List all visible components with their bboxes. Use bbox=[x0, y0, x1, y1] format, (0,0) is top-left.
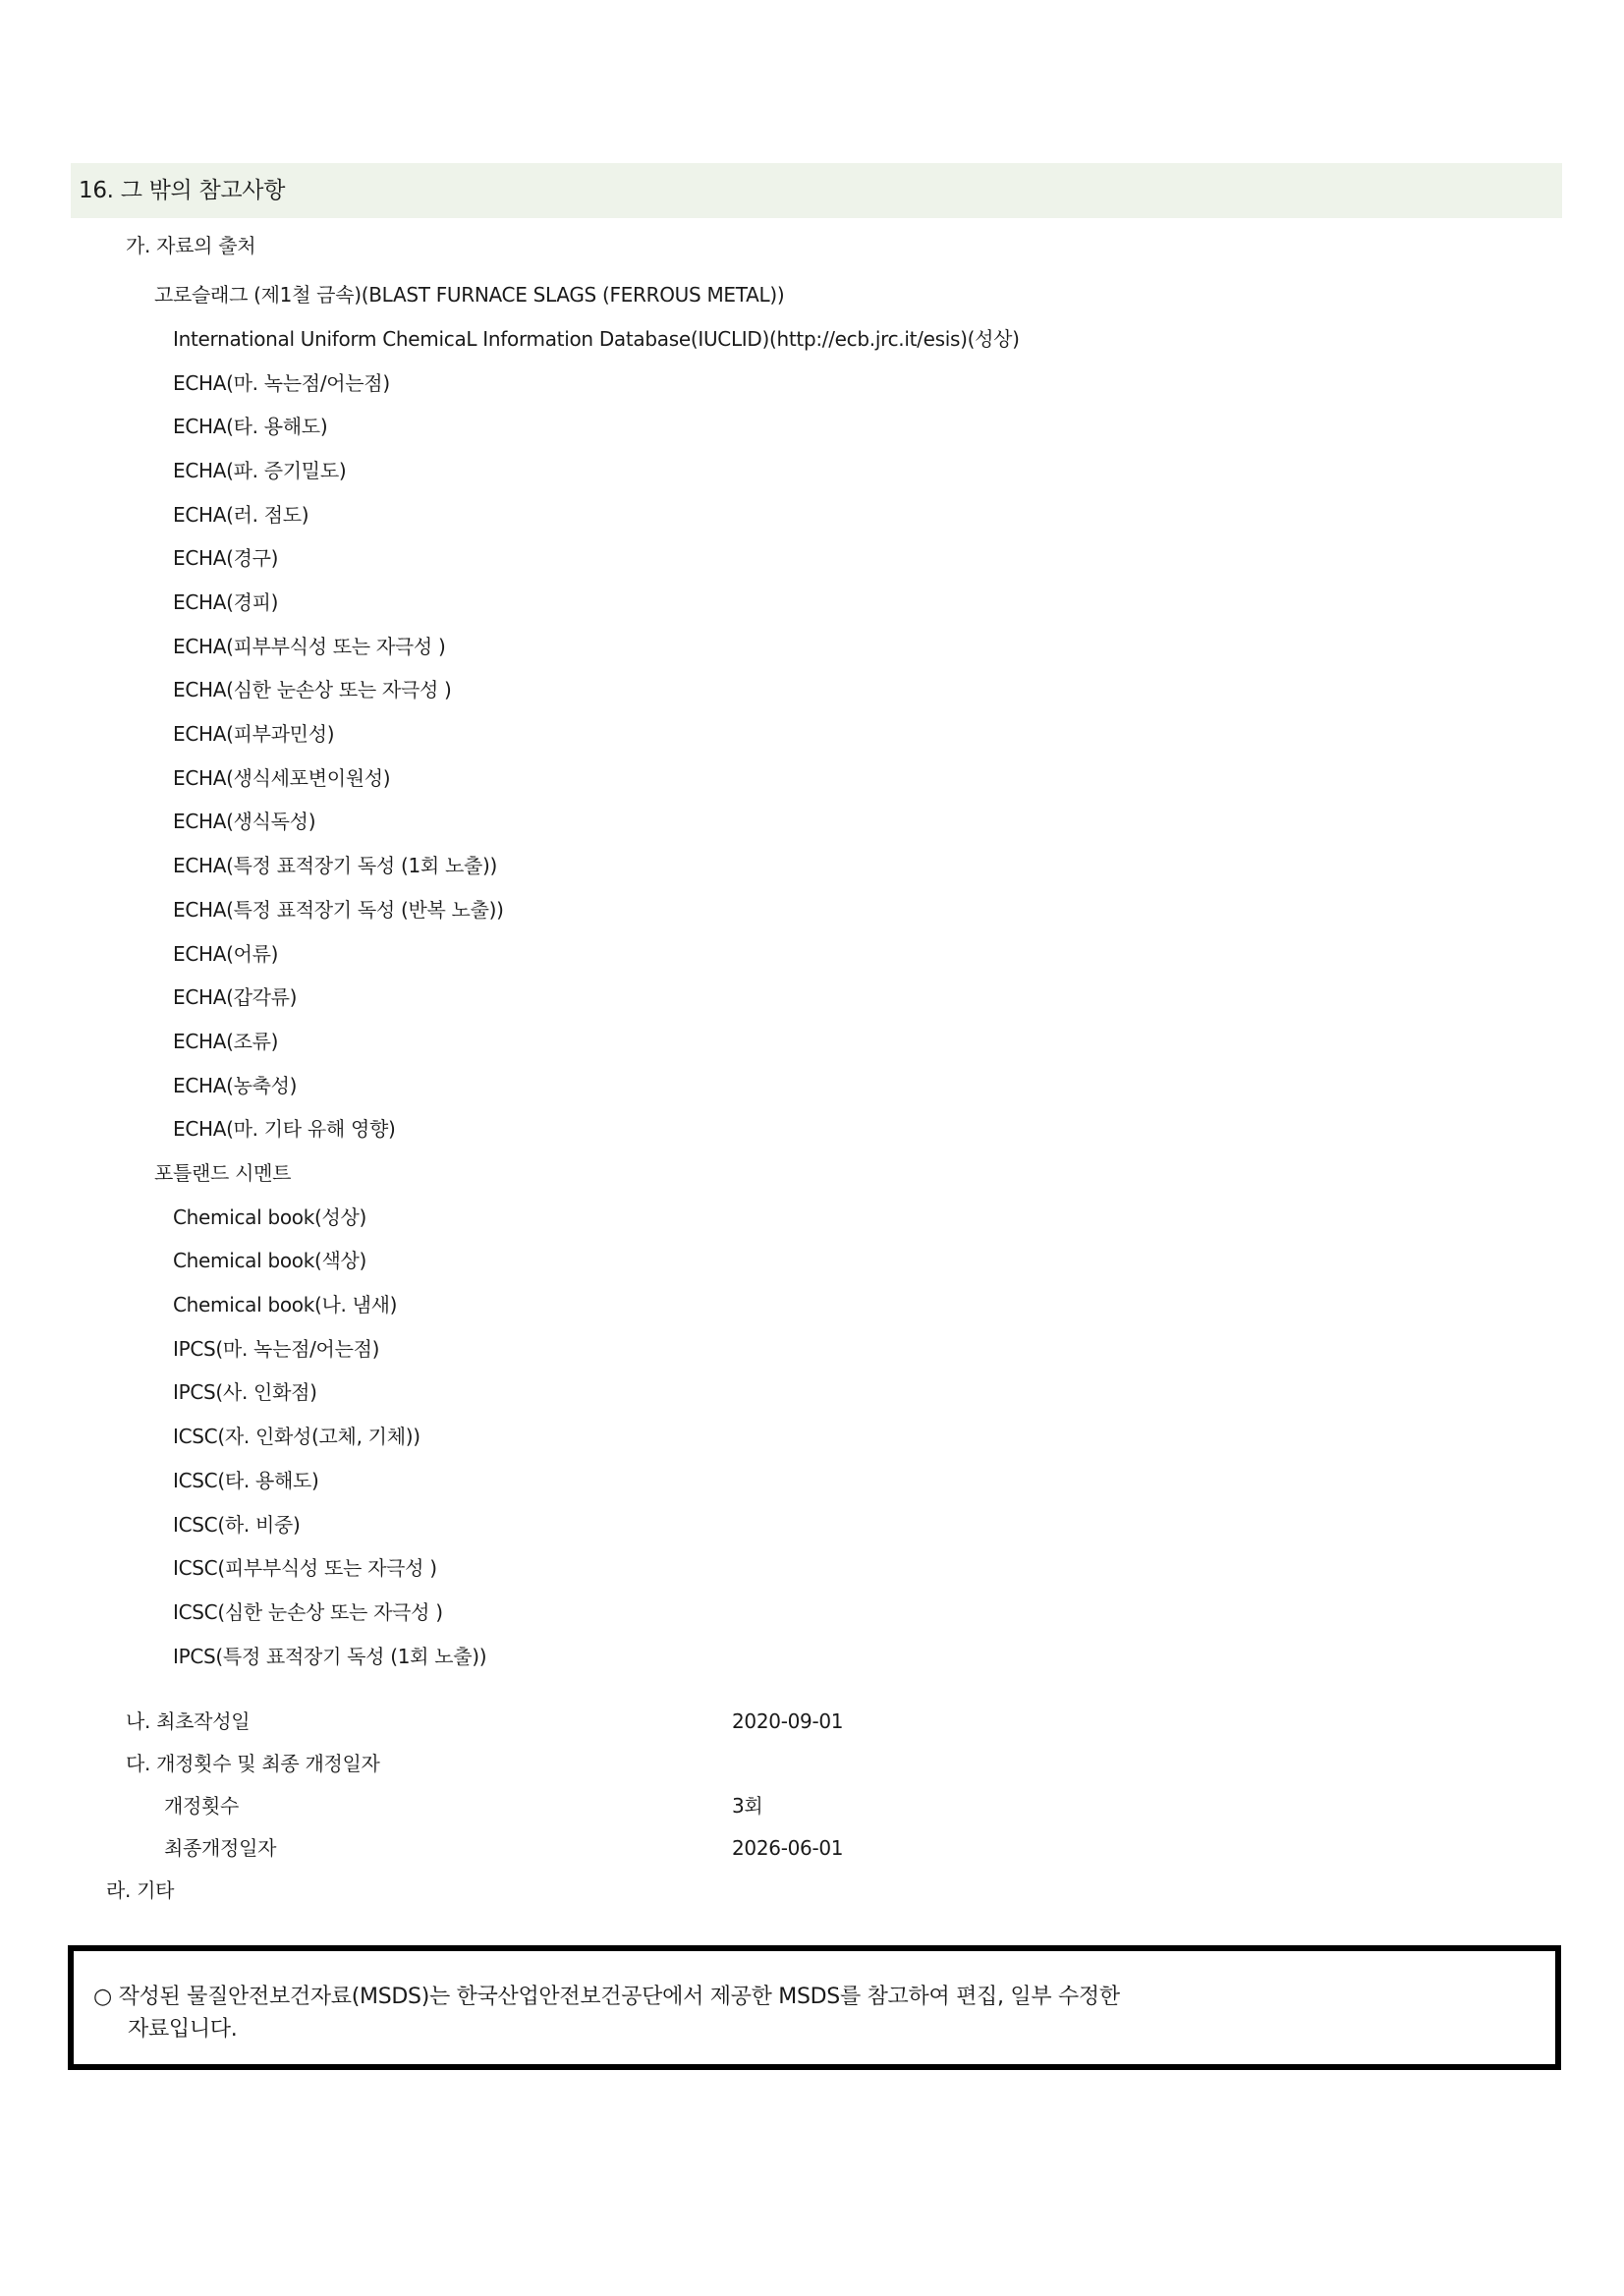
source-item: ICSC(하. 비중) bbox=[173, 1513, 301, 1537]
section-title: 16. 그 밖의 참고사항 bbox=[79, 178, 286, 203]
source-group-portland-cement: 포틀랜드 시멘트 bbox=[154, 1161, 292, 1185]
notice-line-1: ○ 작성된 물질안전보건자료(MSDS)는 한국산업안전보건공단에서 제공한 MSDS를 참고하여 편집, 일부 수정한 bbox=[93, 1985, 1120, 2009]
notice-box bbox=[68, 1945, 1561, 2070]
source-item: ECHA(마. 기타 유해 영향) bbox=[173, 1117, 396, 1141]
first-written-label: 나. 최초작성일 bbox=[126, 1709, 251, 1733]
source-item: IPCS(사. 인화점) bbox=[173, 1380, 317, 1404]
source-item: ECHA(심한 눈손상 또는 자극성 ) bbox=[173, 678, 452, 701]
source-item: ECHA(어류) bbox=[173, 942, 279, 966]
source-item: ECHA(경구) bbox=[173, 546, 279, 570]
source-item: International Uniform ChemicaL Information Database(IUCLID)(http://ecb.jrc.it/esis)(성상) bbox=[173, 327, 1020, 351]
source-item: ICSC(타. 용해도) bbox=[173, 1469, 319, 1492]
source-item: ECHA(파. 증기밀도) bbox=[173, 459, 347, 482]
source-item: ECHA(농축성) bbox=[173, 1074, 298, 1097]
source-item: Chemical book(성상) bbox=[173, 1205, 367, 1229]
source-group-blast-furnace-slag: 고로슬래그 (제1철 금속)(BLAST FURNACE SLAGS (FERROUS METAL)) bbox=[154, 283, 785, 307]
source-item: ECHA(생식세포변이원성) bbox=[173, 766, 391, 790]
source-item: ICSC(피부부식성 또는 자극성 ) bbox=[173, 1556, 437, 1580]
other-label: 라. 기타 bbox=[106, 1878, 175, 1902]
source-item: ECHA(갑각류) bbox=[173, 985, 298, 1009]
source-item: Chemical book(나. 냄새) bbox=[173, 1293, 398, 1316]
notice-line-2: 자료입니다. bbox=[128, 2017, 238, 2042]
sources-heading: 가. 자료의 출처 bbox=[126, 234, 256, 257]
source-item: ICSC(심한 눈손상 또는 자극성 ) bbox=[173, 1600, 443, 1624]
source-item: ECHA(경피) bbox=[173, 590, 279, 614]
last-revision-value: 2026-06-01 bbox=[732, 1836, 844, 1860]
source-item: IPCS(특정 표적장기 독성 (1회 노출)) bbox=[173, 1645, 487, 1668]
source-item: ECHA(조류) bbox=[173, 1030, 279, 1053]
source-item: ECHA(타. 용해도) bbox=[173, 415, 328, 438]
source-item: ECHA(마. 녹는점/어는점) bbox=[173, 371, 390, 395]
source-item: ICSC(자. 인화성(고체, 기체)) bbox=[173, 1425, 420, 1448]
source-item: ECHA(생식독성) bbox=[173, 810, 316, 833]
section-header bbox=[71, 163, 1562, 218]
first-written-value: 2020-09-01 bbox=[732, 1709, 844, 1733]
revision-count-value: 3회 bbox=[732, 1794, 763, 1818]
notice-text bbox=[93, 1981, 1120, 2045]
source-item: ECHA(특정 표적장기 독성 (1회 노출)) bbox=[173, 854, 498, 877]
source-item: Chemical book(색상) bbox=[173, 1249, 367, 1272]
revision-count-label: 개정횟수 bbox=[164, 1794, 240, 1818]
source-item: ECHA(피부부식성 또는 자극성 ) bbox=[173, 635, 446, 658]
source-item: ECHA(피부과민성) bbox=[173, 722, 335, 746]
source-item: ECHA(특정 표적장기 독성 (반복 노출)) bbox=[173, 898, 504, 922]
source-item: ECHA(러. 점도) bbox=[173, 503, 309, 527]
last-revision-label: 최종개정일자 bbox=[164, 1836, 277, 1860]
source-item: IPCS(마. 녹는점/어는점) bbox=[173, 1337, 380, 1361]
revision-heading: 다. 개정횟수 및 최종 개정일자 bbox=[126, 1752, 380, 1775]
